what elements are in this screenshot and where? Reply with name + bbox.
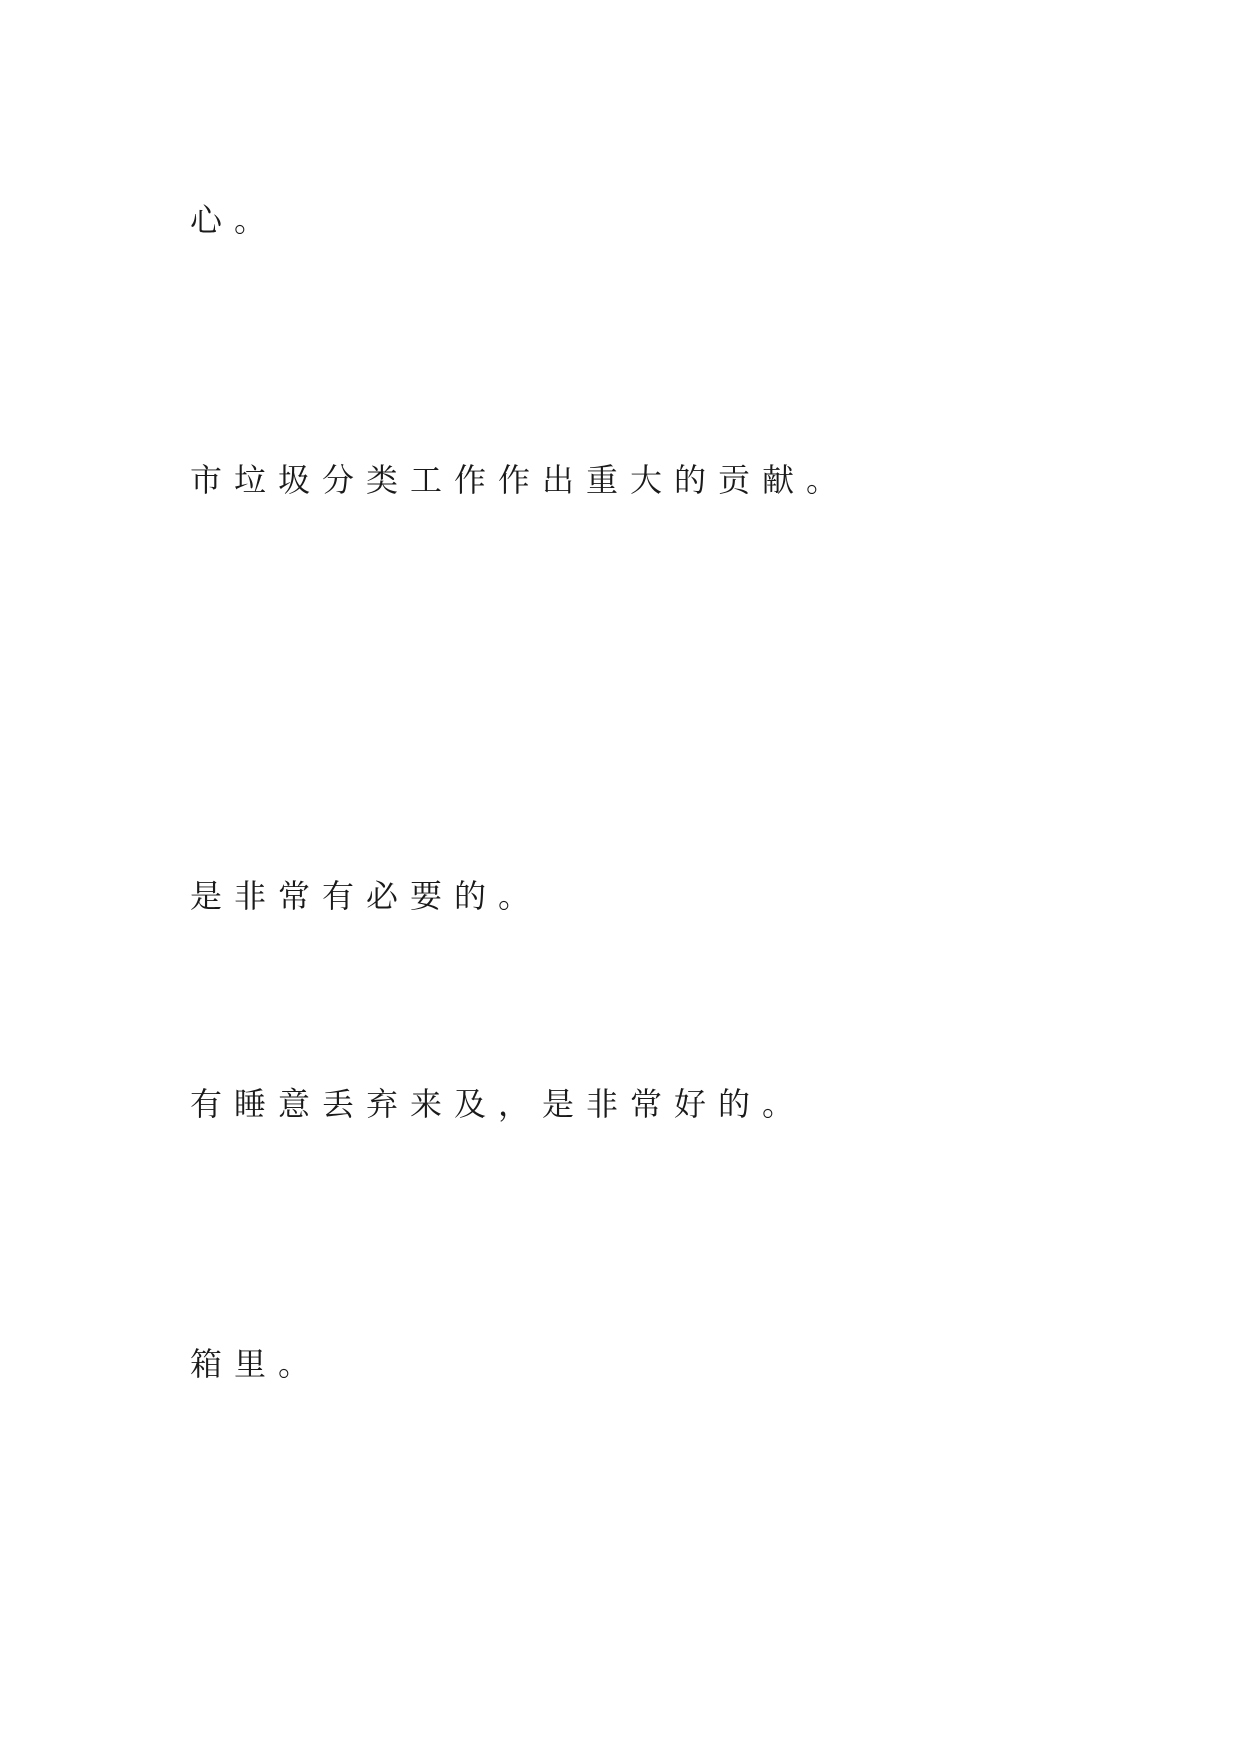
text-line (190, 304, 1070, 344)
line-text: 有睡意丢弃来及，是非常好的。 (190, 1085, 807, 1123)
text-line (190, 1240, 1070, 1280)
text-line (190, 564, 1070, 604)
line-text: 是非常有必要的。 (190, 877, 543, 915)
text-line (190, 148, 1070, 188)
line-text: 箱里。 (190, 1345, 323, 1383)
text-line (190, 408, 1070, 448)
text-line (190, 356, 1070, 396)
text-line (190, 668, 1070, 708)
text-line (256, 252, 1070, 292)
text-line (190, 1292, 1070, 1332)
line-text: 市垃圾分类工作作出重大的贡献。 (190, 461, 851, 499)
text-line (190, 824, 1070, 864)
text-line (256, 928, 1070, 968)
text-line (190, 1188, 1070, 1228)
line-text: 心。 (190, 201, 279, 239)
text-line (190, 1032, 1070, 1072)
text-line (256, 512, 1070, 552)
text-line (190, 1344, 1070, 1384)
text-line (190, 616, 1070, 656)
text-line (190, 1084, 1070, 1124)
text-line (256, 1136, 1070, 1176)
text-line (190, 460, 1070, 500)
text-line (190, 876, 1070, 916)
text-line (190, 720, 1070, 760)
text-line (190, 200, 1070, 240)
text-line (190, 772, 1070, 812)
text-line (190, 980, 1070, 1020)
